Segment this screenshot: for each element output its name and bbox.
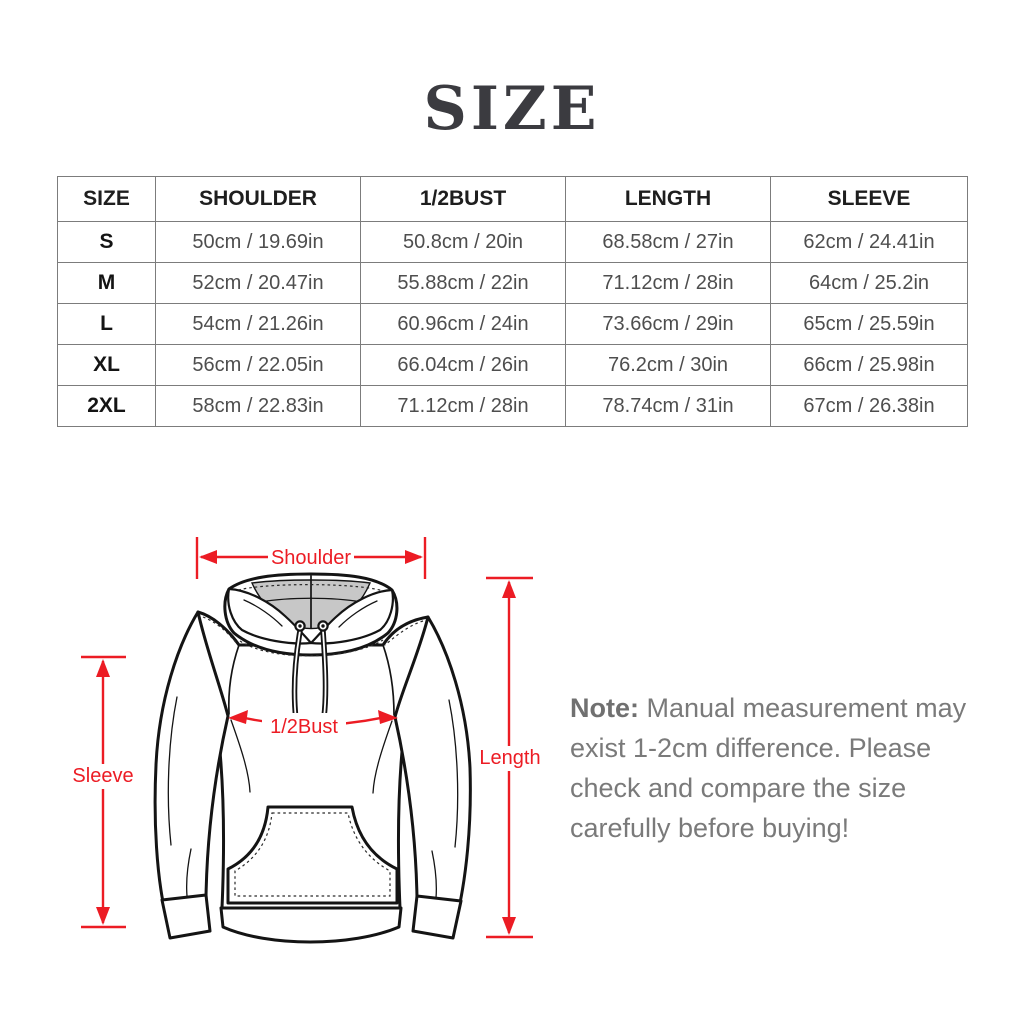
cell-sleeve: 67cm / 26.38in — [771, 386, 968, 427]
size-table — [57, 176, 968, 427]
note-line: check and compare the size — [570, 773, 907, 803]
cell-halfbust: 55.88cm / 22in — [361, 263, 566, 304]
note-label: Note: — [570, 693, 639, 723]
cell-shoulder: 56cm / 22.05in — [156, 345, 361, 386]
cell-shoulder: 54cm / 21.26in — [156, 304, 361, 345]
note-line — [570, 688, 980, 728]
cell-shoulder: 52cm / 20.47in — [156, 263, 361, 304]
cell-size: XL — [58, 345, 156, 386]
table-row — [58, 304, 968, 345]
table-header-row — [58, 177, 968, 222]
cell-length: 76.2cm / 30in — [566, 345, 771, 386]
table-row — [58, 345, 968, 386]
hoodie-cuff-right — [413, 896, 461, 938]
cell-sleeve: 62cm / 24.41in — [771, 222, 968, 263]
hoodie-illustration — [155, 574, 470, 942]
cell-halfbust: 60.96cm / 24in — [361, 304, 566, 345]
note-line: carefully before buying! — [570, 813, 850, 843]
column-header-sleeve: SLEEVE — [771, 177, 968, 222]
cell-sleeve: 65cm / 25.59in — [771, 304, 968, 345]
cell-sleeve: 66cm / 25.98in — [771, 345, 968, 386]
column-header-shoulder: SHOULDER — [156, 177, 361, 222]
column-header-length: LENGTH — [566, 177, 771, 222]
cell-shoulder: 50cm / 19.69in — [156, 222, 361, 263]
column-header-size: SIZE — [58, 177, 156, 222]
hoodie-hem — [221, 908, 401, 942]
dimension-sleeve — [71, 657, 135, 927]
page-title: SIZE — [423, 74, 601, 144]
note-text: Manual measurement may — [646, 693, 967, 723]
length-arrow-label: Length — [479, 747, 541, 769]
column-header-halfbust: 1/2BUST — [361, 177, 566, 222]
cell-size: L — [58, 304, 156, 345]
dimension-length — [475, 578, 545, 937]
table-row — [58, 386, 968, 427]
halfbust-arrow-label: 1/2Bust — [270, 716, 338, 738]
measurement-note — [570, 688, 980, 848]
cell-size: 2XL — [58, 386, 156, 427]
sleeve-arrow-label: Sleeve — [72, 765, 134, 787]
cell-halfbust: 71.12cm / 28in — [361, 386, 566, 427]
cell-size: M — [58, 263, 156, 304]
table-row — [58, 222, 968, 263]
hoodie-measurement-diagram — [50, 525, 570, 970]
cell-sleeve: 64cm / 25.2in — [771, 263, 968, 304]
table-row — [58, 263, 968, 304]
cell-length: 68.58cm / 27in — [566, 222, 771, 263]
cell-halfbust: 50.8cm / 20in — [361, 222, 566, 263]
cell-shoulder: 58cm / 22.83in — [156, 386, 361, 427]
cell-halfbust: 66.04cm / 26in — [361, 345, 566, 386]
cell-size: S — [58, 222, 156, 263]
shoulder-arrow-label: Shoulder — [270, 547, 352, 569]
cell-length: 71.12cm / 28in — [566, 263, 771, 304]
cell-length: 73.66cm / 29in — [566, 304, 771, 345]
cell-length: 78.74cm / 31in — [566, 386, 771, 427]
hoodie-cuff-left — [162, 895, 210, 938]
note-line: exist 1-2cm difference. Please — [570, 733, 932, 763]
